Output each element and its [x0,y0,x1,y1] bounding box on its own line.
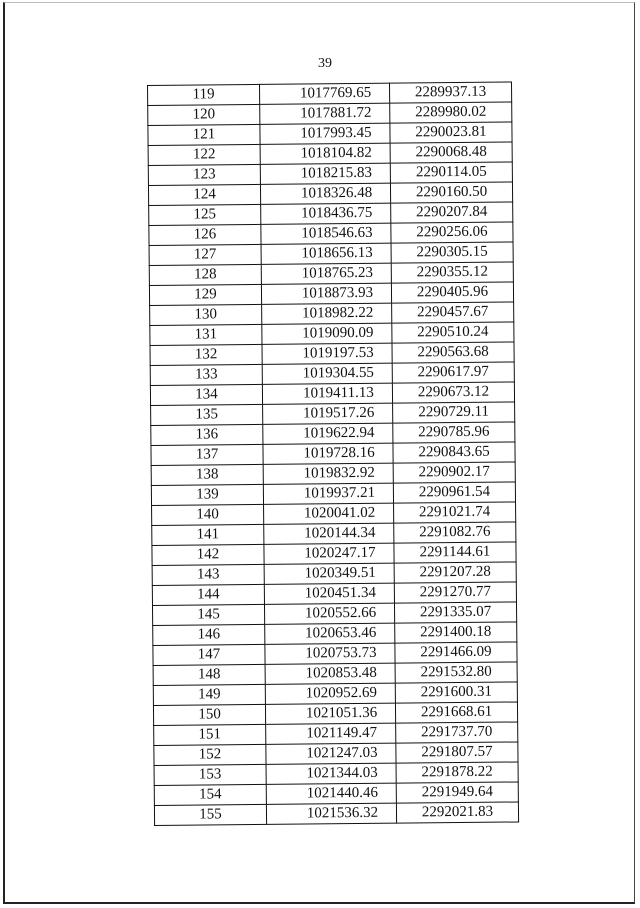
table-row [148,142,512,165]
table-row [152,522,516,545]
y-coordinate-cell: 2290256.06 [391,222,513,243]
table-row [148,162,512,185]
x-coordinate-cell: 1020349.51 [264,563,394,584]
coordinate-table [147,81,519,825]
y-coordinate-cell: 2290961.54 [393,482,515,503]
y-coordinate-cell: 2290160.50 [390,182,512,203]
x-coordinate-cell: 1019517.26 [263,403,393,424]
y-coordinate-cell: 2290673.12 [392,382,514,403]
table-row [151,402,515,425]
table-row [148,182,512,205]
point-number-cell: 149 [153,684,265,705]
y-coordinate-cell: 2290114.05 [390,162,512,183]
y-coordinate-cell: 2289980.02 [390,102,512,123]
table-row [149,282,513,305]
point-number-cell: 141 [152,524,264,545]
x-coordinate-cell: 1018982.22 [262,303,392,324]
y-coordinate-cell: 2291335.07 [394,602,516,623]
point-number-cell: 135 [151,404,263,425]
x-coordinate-cell: 1020753.73 [265,643,395,664]
y-coordinate-cell: 2291082.76 [394,522,516,543]
x-coordinate-cell: 1019622.94 [263,423,393,444]
point-number-cell: 124 [148,184,260,205]
point-number-cell: 133 [150,364,262,385]
point-number-cell: 153 [154,764,266,785]
table-row [151,422,515,445]
x-coordinate-cell: 1018546.63 [261,223,391,244]
y-coordinate-cell: 2291807.57 [396,742,518,763]
y-coordinate-cell: 2291532.80 [395,662,517,683]
point-number-cell: 143 [152,564,264,585]
y-coordinate-cell: 2290902.17 [393,462,515,483]
x-coordinate-cell: 1019197.53 [262,343,392,364]
point-number-cell: 121 [148,124,260,145]
x-coordinate-cell: 1021536.32 [266,803,396,824]
point-number-cell: 155 [154,804,266,825]
point-number-cell: 130 [150,304,262,325]
y-coordinate-cell: 2291600.31 [395,682,517,703]
table-row [153,682,517,705]
table-row [154,802,518,825]
table-row [153,662,517,685]
y-coordinate-cell: 2291144.61 [394,542,516,563]
point-number-cell: 136 [151,424,263,445]
coordinate-table-body [148,82,519,825]
x-coordinate-cell: 1020952.69 [265,683,395,704]
y-coordinate-cell: 2291737.70 [396,722,518,743]
table-row [153,622,517,645]
point-number-cell: 127 [149,244,261,265]
x-coordinate-cell: 1021051.36 [265,703,395,724]
point-number-cell: 125 [149,204,261,225]
table-row [149,262,513,285]
point-number-cell: 132 [150,344,262,365]
table-row [153,702,517,725]
table-row [152,542,516,565]
table-row [153,642,517,665]
y-coordinate-cell: 2292021.83 [396,802,518,823]
point-number-cell: 144 [152,584,264,605]
y-coordinate-cell: 2291949.64 [396,782,518,803]
x-coordinate-cell: 1018326.48 [260,183,390,204]
x-coordinate-cell: 1020653.46 [265,623,395,644]
table-row [150,322,514,345]
x-coordinate-cell: 1020247.17 [264,543,394,564]
table-row [154,782,518,805]
table-row [148,82,512,105]
x-coordinate-cell: 1021344.03 [266,763,396,784]
y-coordinate-cell: 2290405.96 [391,282,513,303]
point-number-cell: 139 [151,484,263,505]
y-coordinate-cell: 2291270.77 [394,582,516,603]
x-coordinate-cell: 1018215.83 [260,163,390,184]
table-row [150,362,514,385]
x-coordinate-cell: 1018873.93 [261,283,391,304]
table-row [148,102,512,125]
x-coordinate-cell: 1019090.09 [262,323,392,344]
table-row [150,342,514,365]
point-number-cell: 123 [148,164,260,185]
table-row [152,562,516,585]
point-number-cell: 120 [148,104,260,125]
point-number-cell: 145 [152,604,264,625]
x-coordinate-cell: 1018656.13 [261,243,391,264]
table-row [154,722,518,745]
x-coordinate-cell: 1019304.55 [262,363,392,384]
point-number-cell: 150 [153,704,265,725]
y-coordinate-cell: 2290068.48 [390,142,512,163]
table-row [154,762,518,785]
table-row [149,222,513,245]
x-coordinate-cell: 1021247.03 [266,743,396,764]
x-coordinate-cell: 1019411.13 [262,383,392,404]
table-row [152,502,516,525]
x-coordinate-cell: 1017993.45 [260,123,390,144]
point-number-cell: 148 [153,664,265,685]
point-number-cell: 119 [148,84,260,105]
point-number-cell: 140 [152,504,264,525]
point-number-cell: 129 [149,284,261,305]
y-coordinate-cell: 2290617.97 [392,362,514,383]
y-coordinate-cell: 2291878.22 [396,762,518,783]
x-coordinate-cell: 1021149.47 [266,723,396,744]
table-row [151,442,515,465]
x-coordinate-cell: 1019728.16 [263,443,393,464]
x-coordinate-cell: 1017881.72 [260,103,390,124]
x-coordinate-cell: 1020451.34 [264,583,394,604]
table-row [152,582,516,605]
y-coordinate-cell: 2290355.12 [391,262,513,283]
table-row [151,462,515,485]
y-coordinate-cell: 2290023.81 [390,122,512,143]
y-coordinate-cell: 2290305.15 [391,242,513,263]
point-number-cell: 134 [150,384,262,405]
x-coordinate-cell: 1021440.46 [266,783,396,804]
y-coordinate-cell: 2290729.11 [393,402,515,423]
x-coordinate-cell: 1017769.65 [259,83,389,104]
table-row [154,742,518,765]
y-coordinate-cell: 2291466.09 [395,642,517,663]
point-number-cell: 138 [151,464,263,485]
point-number-cell: 131 [150,324,262,345]
x-coordinate-cell: 1020853.48 [265,663,395,684]
x-coordinate-cell: 1018436.75 [261,203,391,224]
point-number-cell: 152 [154,744,266,765]
y-coordinate-cell: 2290785.96 [393,422,515,443]
y-coordinate-cell: 2291021.74 [394,502,516,523]
point-number-cell: 151 [154,724,266,745]
y-coordinate-cell: 2290510.24 [392,322,514,343]
point-number-cell: 122 [148,144,260,165]
y-coordinate-cell: 2290563.68 [392,342,514,363]
x-coordinate-cell: 1020144.34 [264,523,394,544]
x-coordinate-cell: 1020041.02 [264,503,394,524]
table-row [150,382,514,405]
x-coordinate-cell: 1019937.21 [263,483,393,504]
page-number: 39 [318,56,332,71]
y-coordinate-cell: 2290207.84 [391,202,513,223]
point-number-cell: 147 [153,644,265,665]
y-coordinate-cell: 2291207.28 [394,562,516,583]
y-coordinate-cell: 2291668.61 [395,702,517,723]
point-number-cell: 128 [149,264,261,285]
point-number-cell: 142 [152,544,264,565]
point-number-cell: 126 [149,224,261,245]
table-row [149,242,513,265]
table-row [150,302,514,325]
y-coordinate-cell: 2290843.65 [393,442,515,463]
x-coordinate-cell: 1020552.66 [264,603,394,624]
x-coordinate-cell: 1018104.82 [260,143,390,164]
point-number-cell: 146 [153,624,265,645]
x-coordinate-cell: 1018765.23 [261,263,391,284]
table-row [151,482,515,505]
y-coordinate-cell: 2289937.13 [389,82,511,103]
point-number-cell: 137 [151,444,263,465]
table-row [152,602,516,625]
x-coordinate-cell: 1019832.92 [263,463,393,484]
point-number-cell: 154 [154,784,266,805]
y-coordinate-cell: 2290457.67 [392,302,514,323]
table-row [149,202,513,225]
table-row [148,122,512,145]
y-coordinate-cell: 2291400.18 [395,622,517,643]
